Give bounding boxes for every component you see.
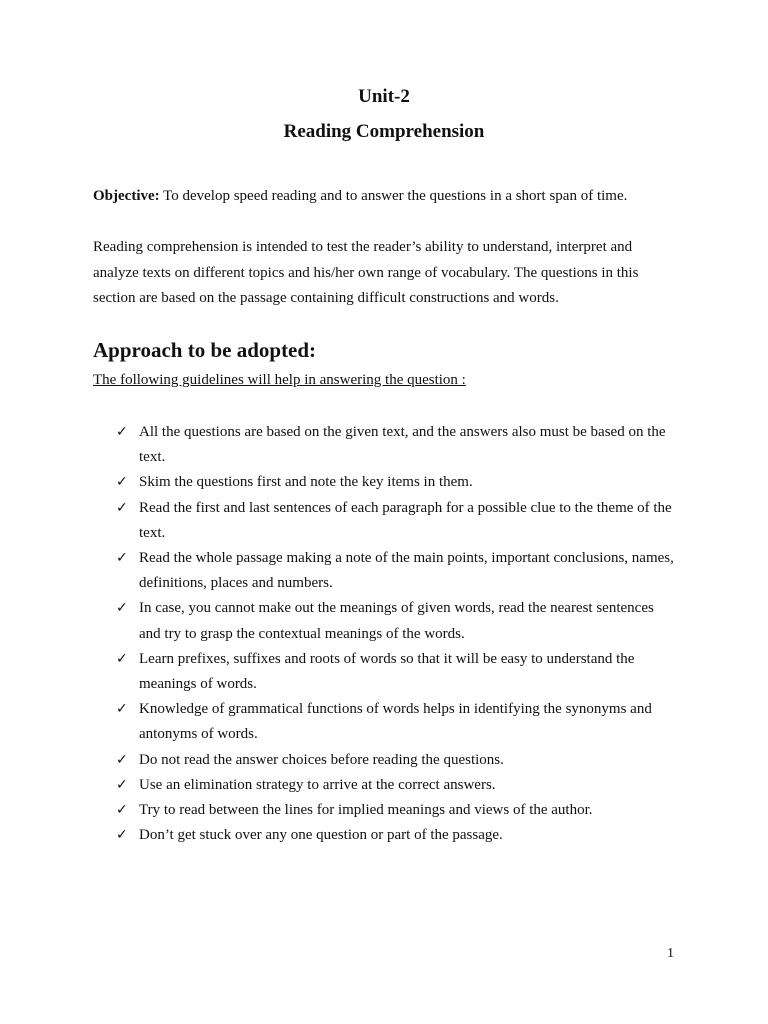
- list-item-text: Read the first and last sentences of each paragraph for a possible clue to the theme of the text.: [139, 499, 672, 541]
- objective-paragraph: [93, 186, 693, 206]
- section-heading: Approach to be adopted:: [93, 338, 317, 362]
- list-item-text: All the questions are based on the given text, and the answers also must be based on the text.: [139, 424, 666, 466]
- check-icon: ✓: [116, 650, 128, 667]
- check-icon: ✓: [116, 751, 128, 768]
- list-item-text: Don’t get stuck over any one question or part of the passage.: [139, 827, 503, 844]
- list-item-text: Try to read between the lines for implied meanings and views of the author.: [139, 802, 593, 819]
- check-icon: ✓: [116, 424, 128, 440]
- objective-label: Objective:: [93, 188, 160, 204]
- check-icon: ✓: [116, 827, 128, 844]
- check-icon: ✓: [116, 802, 128, 819]
- page-title: Reading Comprehension: [283, 121, 485, 142]
- check-icon: ✓: [116, 600, 128, 617]
- guidelines-intro: The following guidelines will help in answering the question :: [93, 372, 466, 388]
- list-item: [116, 647, 676, 697]
- list-item-text: Read the whole passage making a note of the main points, important conclusions, names, definitions, places and numbers.: [139, 550, 674, 592]
- unit-title: Unit-2: [358, 86, 410, 107]
- list-item-text: Use an elimination strategy to arrive at the correct answers.: [139, 776, 496, 793]
- intro-paragraph: Reading comprehension is intended to test the reader’s ability to understand, interpret and analyze texts on different topics and his/her own range of vocabulary. The questions in this section are based on the passage containing difficult constructions and words.: [93, 239, 639, 306]
- list-item: [116, 697, 676, 747]
- check-icon: ✓: [116, 499, 128, 516]
- list-item: [116, 496, 676, 546]
- objective-text: To develop speed reading and to answer the questions in a short span of time.: [159, 188, 628, 204]
- list-item-text: In case, you cannot make out the meanings of given words, read the nearest sentences and try to grasp the contextual meanings of the words.: [139, 600, 654, 642]
- page-number: 1: [667, 946, 674, 961]
- check-icon: ✓: [116, 474, 128, 491]
- list-item-text: Knowledge of grammatical functions of words helps in identifying the synonyms and antonyms of words.: [139, 701, 652, 743]
- check-icon: ✓: [116, 776, 128, 793]
- check-icon: ✓: [116, 550, 128, 567]
- check-icon: ✓: [116, 701, 128, 718]
- list-item: [116, 596, 676, 646]
- list-item-text: Do not read the answer choices before reading the questions.: [139, 751, 504, 768]
- list-item-text: Skim the questions first and note the key items in them.: [139, 474, 473, 491]
- list-item: [116, 748, 676, 773]
- list-item: [116, 798, 676, 823]
- list-item: [116, 420, 676, 470]
- list-item: [116, 546, 676, 596]
- list-item-text: Learn prefixes, suffixes and roots of words so that it will be easy to understand the meanings of words.: [139, 650, 635, 693]
- list-item: [116, 470, 676, 495]
- guidelines-list: [116, 420, 676, 848]
- list-item: [116, 823, 676, 848]
- list-item: [116, 773, 676, 798]
